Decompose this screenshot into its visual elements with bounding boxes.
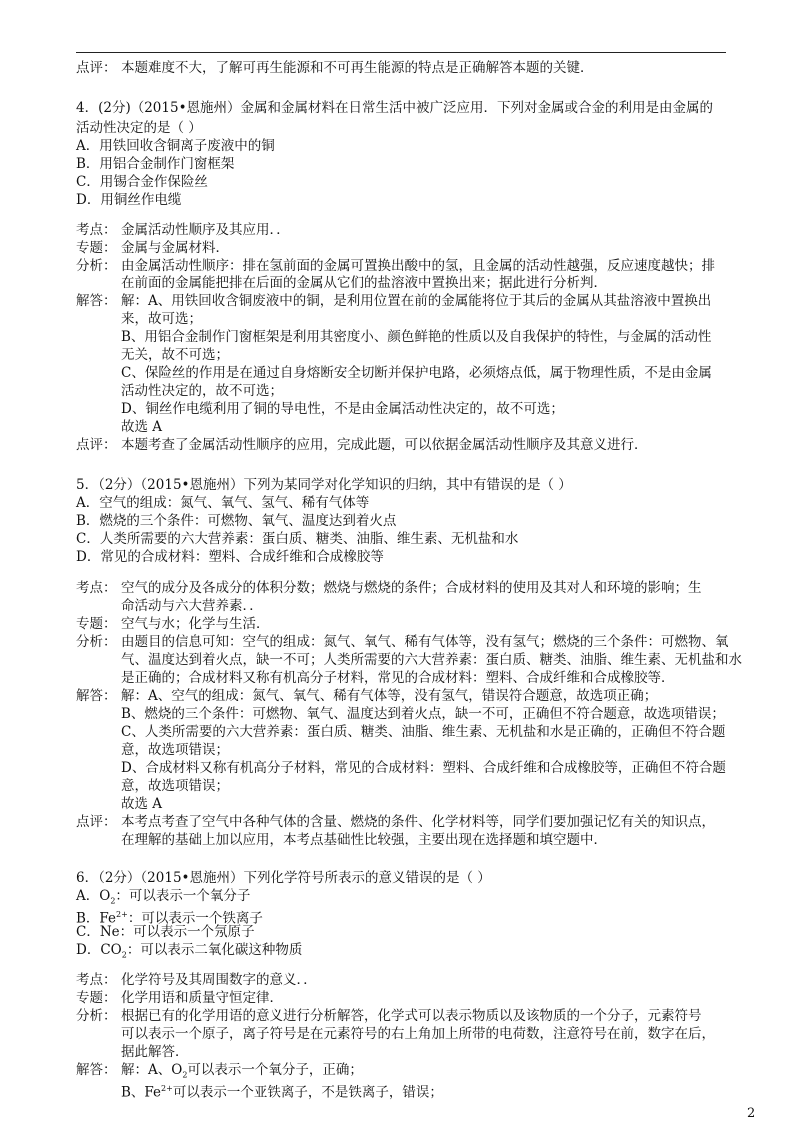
q6-option-b: B．$Fe^{2+}$：可以表示一个铁离子 [76,910,263,927]
q4-jieda-line: 故选 A [121,419,163,435]
q6-option-a: A．$O_2$：可以表示一个氧分子 [76,888,251,906]
q6-option-c: C．Ne：可以表示一个氖原子 [76,924,255,940]
q4-stem-line1: 4．(2分)（2015•恩施州）金属和金属材料在日常生活中被广泛应用．下列对金属或合金的利用是由金属的 [76,100,714,116]
q4-option-c: C．用锡合金作保险丝 [76,174,208,190]
q4-fenxi-line2: 在前面的金属能把排在后面的金属从它们的盐溶液中置换出来；据此进行分析判． [121,275,607,291]
q6-fenxi-line: 可以表示一个原子，离子符号是在元素符号的右上角加上所带的电荷数，注意符号在前，数字在后， [121,1026,715,1042]
q4-jieda-line: C、保险丝的作用是在通过自身熔断安全切断并保护电路，必须熔点低，属于物理性质，不是由金属 [121,365,712,381]
q6-kaodian: 考点： 化学符号及其周围数字的意义．． [76,972,317,988]
q5-fenxi-line: 是正确的；合成材料又称有机高分子材料，常见的合成材料：塑料、合成纤维和合成橡胶等． [121,670,675,686]
q5-option-b: B．燃烧的三个条件：可燃物、氧气、温度达到着火点 [76,513,397,529]
q5-jieda-line: 故选 A [121,796,163,812]
page-number: 2 [747,1106,756,1121]
q6-zhuanti: 专题： 化学用语和质量守恒定律． [76,990,283,1006]
q5-option-d: D．常见的合成材料：塑料、合成纤维和合成橡胶等 [76,549,384,565]
q6-fenxi: 分析： 根据已有的化学用语的意义进行分析解答，化学式可以表示物质以及该物质的一个分子，元素符号 [76,1008,702,1024]
q5-jieda-line: D、合成材料又称有机高分子材料，常见的合成材料：塑料、合成纤维和合成橡胶等，正确但不符合题 [121,760,726,776]
q4-dianping: 点评： 本题考查了金属活动性顺序的应用，完成此题，可以依据金属活动性顺序及其意义进行． [76,437,648,453]
q5-kaodian-line2: 命活动与六大营养素．． [121,598,263,614]
q4-zhuanti: 专题： 金属与金属材料． [76,240,229,256]
q5-dianping-line2: 在理解的基础上加以应用，本考点基础性比较强，主要出现在选择题和填空题中． [121,832,607,848]
q5-option-c: C．人类所需要的六大营养素：蛋白质、糖类、油脂、维生素、无机盐和水 [76,531,519,547]
q5-zhuanti: 专题： 空气与水；化学与生活． [76,616,270,632]
q4-kaodian: 考点： 金属活动性顺序及其应用．． [76,222,290,238]
q4-stem-line2: 活动性决定的是（ ） [76,120,202,136]
header-rule [76,52,726,53]
q5-kaodian: 考点： 空气的成分及各成分的体积分数；燃烧与燃烧的条件；合成材料的使用及其对人和环境的影响；生 [76,580,702,596]
q4-option-d: D．用铜丝作电缆 [76,192,182,208]
q6-jieda: 解答： 解：A、$O_2$可以表示一个氧分子，正确； [76,1062,363,1080]
q4-jieda-line: B、用铝合金制作门窗框架是利用其密度小、颜色鲜艳的性质以及自我保护的特性，与金属的活动性 [121,329,712,345]
q5-jieda-line: 意，故选项错误； [121,742,229,758]
q5-option-a: A．空气的组成：氮气、氧气、氢气、稀有气体等 [76,495,370,511]
q5-fenxi: 分析： 由题目的信息可知：空气的组成：氮气、氧气、稀有气体等，没有氢气；燃烧的三个条件：可燃物、氧 [76,634,729,650]
q4-option-b: B．用铝合金制作门窗框架 [76,156,235,172]
q4-jieda: 解答： 解：A、用铁回收含铜废液中的铜，是利用位置在前的金属能将位于其后的金属从其盐溶液中置换出 [76,293,712,309]
q6-option-d: D．$CO_2$：可以表示二氧化碳这种物质 [76,942,303,960]
q4-jieda-line: 来，故可选； [121,311,202,327]
q6-jieda-line2: B、$Fe^{2+}$可以表示一个亚铁离子，不是铁离子，错误； [121,1084,443,1101]
q5-dianping: 点评： 本考点考查了空气中各种气体的含量、燃烧的条件、化学材料等，同学们要加强记忆有关的知识点， [76,814,715,830]
q6-fenxi-line: 据此解答． [121,1044,189,1060]
q6-stem: 6．（2分）（2015•恩施州）下列化学符号所表示的意义错误的是（ ） [76,870,491,886]
top-comment: 点评： 本题难度不大，了解可再生能源和不可再生能源的特点是正确解答本题的关键． [76,60,594,76]
q5-jieda-line: 意，故选项错误； [121,778,229,794]
q5-fenxi-line: 气、温度达到着火点，缺一不可；人类所需要的六大营养素：蛋白质、糖类、油脂、维生素、无机盐和水 [121,652,742,668]
q4-fenxi: 分析： 由金属活动性顺序：排在氢前面的金属可置换出酸中的氢，且金属的活动性越强，反应速度越快；排 [76,258,715,274]
q5-stem: 5．（2分）（2015•恩施州）下列为某同学对化学知识的归纳，其中有错误的是（ ） [76,477,572,493]
q5-jieda: 解答： 解：A、空气的组成：氮气、氧气、稀有气体等，没有氢气，错误符合题意，故选项正确； [76,688,658,704]
q4-jieda-line: D、铜丝作电缆利用了铜的导电性，不是由金属活动性决定的，故不可选； [121,401,564,417]
q4-jieda-line: 活动性决定的，故不可选； [121,383,283,399]
q4-jieda-line: 无关，故不可选； [121,347,229,363]
q5-jieda-line: B、燃烧的三个条件：可燃物、氧气、温度达到着火点，缺一不可，正确但不符合题意，故选项错误； [121,706,725,722]
q4-option-a: A．用铁回收含铜离子废液中的铜 [76,138,275,154]
q5-jieda-line: C、人类所需要的六大营养素：蛋白质、糖类、油脂、维生素、无机盐和水是正确的，正确但不符合题 [121,724,726,740]
